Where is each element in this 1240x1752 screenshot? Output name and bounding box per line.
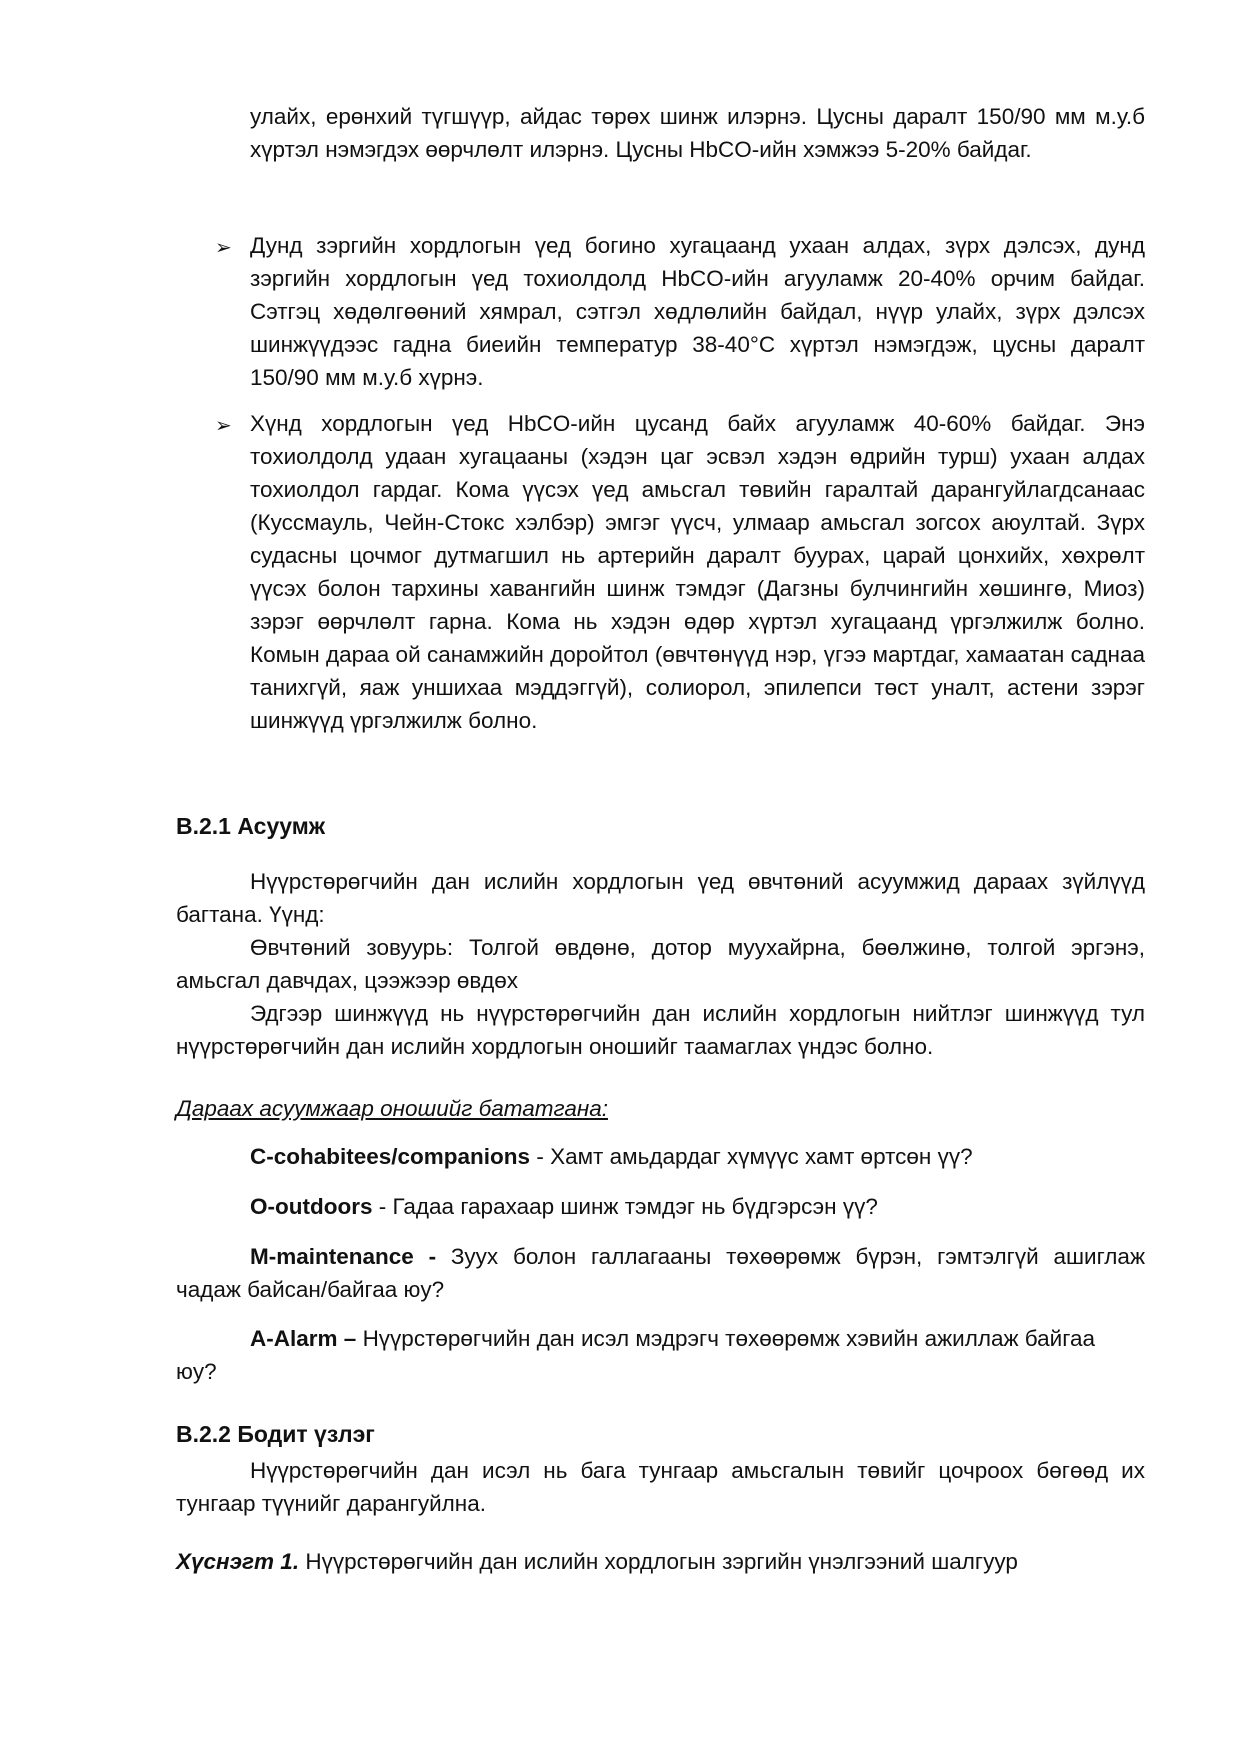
table-caption-label: Хүснэгт 1. <box>176 1549 300 1574</box>
coma-item-outdoors <box>250 1190 1145 1223</box>
section-heading-b21: B.2.1 Асуумж <box>176 813 326 839</box>
coma-term: C-cohabitees/companions <box>250 1144 531 1169</box>
coma-term: M-maintenance <box>250 1244 414 1269</box>
coma-question: Гадаа гарахаар шинж тэмдэг нь бүдгэрсэн үү? <box>392 1194 878 1219</box>
confirm-questions-title: Дараах асуумжаар оношийг бататгана: <box>176 1096 608 1121</box>
coma-question: Нүүрстөрөгчийн дан исэл мэдрэгч төхөөрөмж хэвийн ажиллаж байгаа юу? <box>176 1326 1095 1384</box>
bullet-severe-poisoning: Хүнд хордлогын үед HbCO-ийн цусанд байх агууламж 40-60% байдаг. Энэ тохиолдолд удаан хугацааны (хэдэн цаг эсвэл хэдэн өдрийн турш) ухаан алдах тохиолдол гардаг. Кома үүсэх үед амьсгал төвийн гаралтай дарангуйлагдсанаас (Куссмауль, Чейн-Стокс хэлбэр) эмгэг үүсч, улмаар амьсгал зогсох аюултай. Зүрх судасны цочмог дутмагшил нь артерийн даралт буурах, царай цонхийх, хөхрөлт үүсэх болон тархины хавангийн шинж тэмдэг (Дагзны булчингийн хөшингө, Миоз) зэрэг өөрчлөлт гарна. Кома нь хэдэн өдөр хүртэл хугацаанд үргэлжилж болно. Комын дараа ой санамжийн доройтол (өвчтөнүүд нэр, үгээ мартдаг, хамаатан саднаа танихгүй, яаж уншихаа мэддэггүй), солиорол, эпилепси төст уналт, астени зэрэг шинжүүд үргэлжилж болно. <box>250 411 1145 733</box>
coma-question: Хамт амьдардаг хүмүүс хамт өртсөн үү? <box>550 1144 973 1169</box>
intro-paragraph: улайх, ерөнхий түгшүүр, айдас төрөх шинж илэрнэ. Цусны даралт 150/90 мм м.у.б хүртэл нэмэгдэх өөрчлөлт илэрнэ. Цусны HbCO-ийн хэмжээ 5-20% байдаг. <box>250 104 1145 162</box>
symptoms-paragraph: Эдгээр шинжүүд нь нүүрстөрөгчийн дан ислийн хордлогын нийтлэг шинжүүд тул нүүрстөрөгчийн дан ислийн хордлогын оношийг таамаглах үндэс болно. <box>176 1001 1145 1059</box>
table-caption-text: Нүүрстөрөгчийн дан ислийн хордлогын зэргийн үнэлгээний шалгуур <box>299 1549 1018 1574</box>
table-caption <box>176 1545 1145 1578</box>
section-heading-b22: B.2.2 Бодит үзлэг <box>176 1421 375 1447</box>
coma-question: Зуух болон галлагааны төхөөрөмж бүрэн, гэмтэлгүй ашиглаж чадаж байсан/байгаа юу? <box>176 1244 1145 1302</box>
bullet-moderate-poisoning: Дунд зэргийн хордлогын үед богино хугацаанд ухаан алдах, зүрх дэлсэх, дунд зэргийн хордлогын үед тохиолдолд HbCO-ийн агууламж 20-40% орчим байдаг. Сэтгэц хөдөлгөөний хямрал, сэтгэл хөдлөлийн байдал, нүүр улайх, зүрх дэлсэх шинжүүдээс гадна биеийн температур 38-40°C хүртэл нэмэгдэж, цусны даралт 150/90 мм м.у.б хүрнэ. <box>250 233 1145 390</box>
anamnesis-paragraph: Нүүрстөрөгчийн дан ислийн хордлогын үед өвчтөний асуумжид дараах зүйлүүд багтана. Үүнд: <box>176 869 1145 927</box>
coma-sep: - <box>530 1144 551 1169</box>
bullet-arrow-icon: ➢ <box>215 415 232 437</box>
complaints-paragraph: Өвчтөний зовуурь: Толгой өвдөнө, дотор муухайрна, бөөлжинө, толгой эргэнэ, амьсгал давчдах, цээжээр өвдөх <box>176 935 1145 993</box>
bullet-arrow-icon: ➢ <box>215 237 232 259</box>
coma-term: O-outdoors <box>250 1194 373 1219</box>
coma-term: A-Alarm <box>250 1326 338 1351</box>
coma-item-maintenance <box>176 1240 1145 1306</box>
coma-sep: - <box>413 1244 451 1269</box>
physical-exam-paragraph: Нүүрстөрөгчийн дан исэл нь бага тунгаар амьсгалын төвийг цочроох бөгөөд их тунгаар түүнийг дарангуйлна. <box>176 1458 1145 1516</box>
coma-sep: - <box>372 1194 393 1219</box>
coma-item-alarm <box>176 1322 1116 1388</box>
coma-sep: – <box>337 1326 363 1351</box>
coma-item-cohabitees <box>250 1140 1145 1173</box>
